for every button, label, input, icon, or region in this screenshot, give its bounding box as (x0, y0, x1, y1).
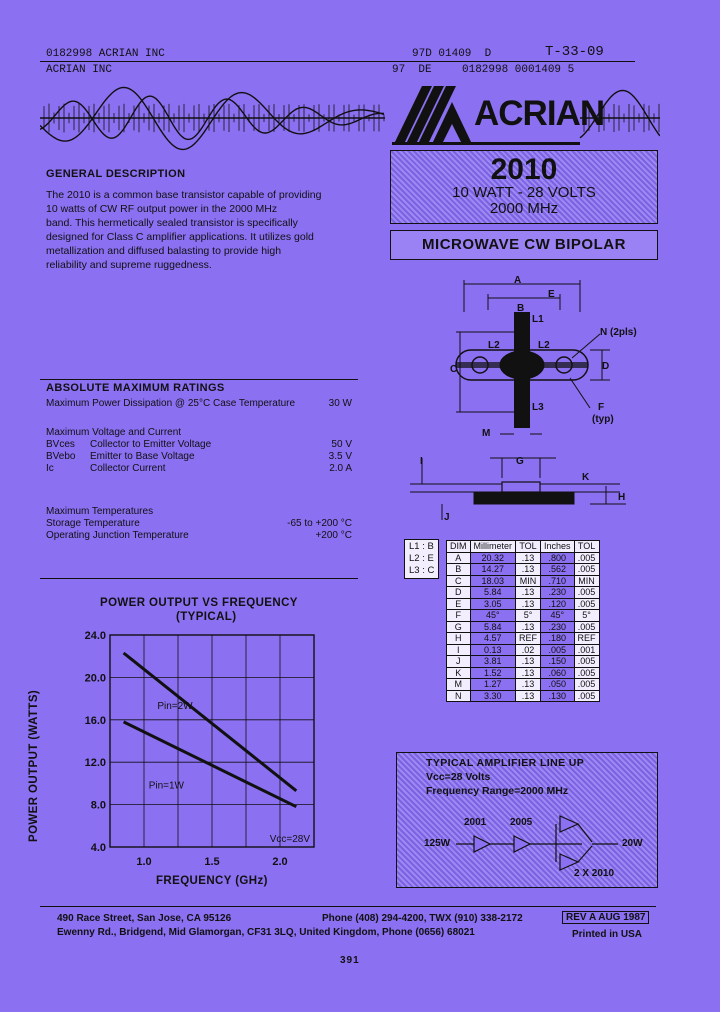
y-tick-label: 20.0 (84, 672, 106, 685)
description-line: band. This hermetically sealed transistor is specifically (46, 217, 298, 229)
series-label: Pin=1W (148, 780, 184, 792)
dimension-table-cell: .005 (574, 621, 599, 633)
dimension-table-cell: K (447, 667, 471, 679)
dim-label-f: F (598, 402, 605, 413)
dim-col-header: TOL (574, 541, 599, 553)
dimension-table-cell: .060 (541, 667, 575, 679)
footer-phone-us: Phone (408) 294-4200, TWX (910) 338-2172 (322, 913, 523, 924)
voltage-value: 50 V (331, 439, 352, 450)
dimension-table-cell: B (447, 564, 471, 576)
dimension-table-cell: .120 (541, 598, 575, 610)
dimension-table-cell: .710 (541, 575, 575, 587)
dim-label-i: I (420, 456, 423, 467)
dimension-table-cell: 1.52 (470, 667, 516, 679)
series-line-pin-2w (124, 653, 297, 791)
footer-printed: Printed in USA (572, 929, 643, 940)
dimension-table-cell: .230 (541, 621, 575, 633)
product-line2: 2000 MHz (489, 200, 559, 217)
dimension-table-cell: 0.13 (470, 644, 516, 656)
y-tick-label: 12.0 (84, 757, 106, 770)
lead-label-l3: L3 (532, 402, 544, 413)
dimension-table-cell: H (447, 633, 471, 645)
voltage-value: 3.5 V (328, 451, 352, 462)
dim-label-c: C (450, 364, 458, 375)
description-line: 10 watts of CW RF output power in the 2000 MHz (46, 203, 278, 215)
dimension-table-cell: .005 (574, 552, 599, 564)
dimension-table-cell: A (447, 552, 471, 564)
dimension-table-cell: .13 (516, 598, 541, 610)
dim-label-j: J (444, 512, 450, 523)
dimension-table-cell: .13 (516, 564, 541, 576)
chart-subtitle: (TYPICAL) (176, 611, 237, 623)
product-number: 2010 (490, 153, 558, 186)
dimension-table-cell: 3.30 (470, 690, 516, 702)
footer-rule (40, 906, 656, 907)
dimension-table-cell: .005 (574, 679, 599, 691)
dimension-table-cell: J (447, 656, 471, 668)
logo-text: ACRIAN (474, 94, 605, 133)
amplifier-title: TYPICAL AMPLIFIER LINE UP (426, 757, 585, 769)
amp-stage2-label: 2005 (510, 817, 533, 828)
dimension-table-cell: G (447, 621, 471, 633)
amp-output-label: 20W (622, 838, 643, 849)
dimension-table-cell: E (447, 598, 471, 610)
y-tick-label: 24.0 (84, 630, 106, 642)
dimension-table-cell: 5° (516, 610, 541, 622)
series-label: Pin=2W (157, 701, 193, 713)
x-tick-label: 1.5 (204, 856, 220, 868)
footer-address-us: 490 Race Street, San Jose, CA 95126 (57, 913, 232, 924)
header-line1-mid: 97D 01409 D (412, 48, 492, 60)
dimension-table-cell: 45° (470, 610, 516, 622)
description-line: The 2010 is a common base transistor capable of providing (46, 189, 322, 201)
dimension-table-cell: REF (516, 633, 541, 645)
chart-ylabel: POWER OUTPUT (WATTS) (28, 689, 40, 842)
dimension-table-cell: MIN (516, 575, 541, 587)
footer-revision: REV A AUG 1987 (562, 911, 649, 924)
lead-label-l2-left: L2 (488, 340, 500, 351)
voltage-desc: Emitter to Base Voltage (90, 451, 195, 462)
dim-col-header: Inches (541, 541, 575, 553)
dimension-table-cell: 18.03 (470, 575, 516, 587)
dimension-table-cell: 20.32 (470, 552, 516, 564)
header-line1-right: T-33-09 (545, 44, 604, 60)
header-line2-left: ACRIAN INC (46, 64, 113, 76)
dimension-table-cell: .150 (541, 656, 575, 668)
current-value: 2.0 A (329, 463, 352, 474)
dimension-table-cell: 5.84 (470, 621, 516, 633)
dimension-table-cell: 4.57 (470, 633, 516, 645)
description-line: reliability and supreme ruggedness. (46, 259, 212, 271)
dimension-table-cell: .005 (574, 690, 599, 702)
dim-label-d: D (602, 361, 610, 372)
dim-label-g: G (516, 456, 524, 467)
dim-label-a: A (514, 275, 522, 286)
dim-label-m: M (482, 428, 491, 439)
power-dissipation-value: 30 W (328, 398, 352, 409)
power-dissipation-label: Maximum Power Dissipation @ 25°C Case Temperature (46, 398, 296, 409)
dimension-table-cell: REF (574, 633, 599, 645)
lead-legend-item: L2 : E (409, 553, 434, 564)
current-desc: Collector Current (90, 463, 166, 474)
amplifier-frequency: Frequency Range=2000 MHz (426, 785, 569, 797)
dim-label-b: B (517, 303, 525, 314)
current-symbol: Ic (46, 463, 54, 474)
dimension-table-cell: .02 (516, 644, 541, 656)
storage-temp-value: -65 to +200 °C (287, 518, 352, 529)
dimension-table-cell: .800 (541, 552, 575, 564)
dimension-table-cell: C (447, 575, 471, 587)
lead-legend-item: L3 : C (409, 565, 435, 576)
junction-temp-value: +200 °C (315, 530, 352, 541)
dimension-table-cell: .005 (574, 667, 599, 679)
dimension-table-cell: I (447, 644, 471, 656)
dimension-table-cell: 5.84 (470, 587, 516, 599)
dimension-table-cell: 45° (541, 610, 575, 622)
chart-title: POWER OUTPUT VS FREQUENCY (100, 597, 298, 609)
dim-label-h: H (618, 492, 626, 503)
chart-annotation: Vcc=28V (269, 834, 310, 845)
dimension-table-cell: .005 (574, 598, 599, 610)
dimension-table-cell: .050 (541, 679, 575, 691)
chart-xlabel: FREQUENCY (GHz) (156, 875, 268, 887)
temperature-heading: Maximum Temperatures (46, 506, 154, 517)
dimension-table-cell: .13 (516, 667, 541, 679)
dimension-table-cell: .562 (541, 564, 575, 576)
dimension-table-cell: .001 (574, 644, 599, 656)
dim-col-header: DIM (447, 541, 471, 553)
storage-temp-label: Storage Temperature (46, 518, 140, 529)
dimension-table-cell: .005 (574, 564, 599, 576)
dimension-table-cell: MIN (574, 575, 599, 587)
dim-col-header: Millimeter (470, 541, 516, 553)
dimension-table-cell: .13 (516, 690, 541, 702)
voltage-symbol: BVebo (46, 451, 76, 462)
dimension-table-cell: 14.27 (470, 564, 516, 576)
dim-col-header: TOL (516, 541, 541, 553)
header-line2-mid: 97 DE (392, 64, 432, 76)
dimension-table-cell: .130 (541, 690, 575, 702)
y-tick-label: 16.0 (84, 714, 106, 727)
dimension-table-cell: .13 (516, 552, 541, 564)
dimension-table-cell: 3.81 (470, 656, 516, 668)
description-line: metallization and diffused balasting to provide high (46, 245, 282, 257)
amplifier-vcc: Vcc=28 Volts (426, 771, 491, 783)
dimension-table-cell: D (447, 587, 471, 599)
voltage-desc: Collector to Emitter Voltage (90, 439, 212, 450)
junction-temp-label: Operating Junction Temperature (46, 530, 189, 541)
dimension-table-cell: .13 (516, 656, 541, 668)
description-line: designed for Class C amplifier applications. It utilizes gold (46, 231, 314, 243)
dimension-table-cell: .13 (516, 587, 541, 599)
lead-label-l1: L1 (532, 314, 544, 325)
general-description-heading: GENERAL DESCRIPTION (46, 168, 186, 180)
dimension-table-cell: .005 (574, 587, 599, 599)
header-line2-right: 0182998 0001409 5 (462, 64, 575, 76)
y-tick-label: 8.0 (90, 799, 106, 812)
dim-label-n: N (2pls) (600, 327, 637, 338)
x-tick-label: 1.0 (136, 856, 152, 868)
dimension-table-cell: M (447, 679, 471, 691)
dim-label-typ: (typ) (592, 414, 614, 425)
dimension-table-cell: .005 (541, 644, 575, 656)
dimension-table-cell: .13 (516, 679, 541, 691)
dimension-table-cell: .005 (574, 656, 599, 668)
footer-address-uk: Ewenny Rd., Bridgend, Mid Glamorgan, CF31 3LQ, United Kingdom, Phone (0656) 68021 (57, 927, 475, 938)
ratings-heading: ABSOLUTE MAXIMUM RATINGS (46, 382, 225, 394)
dimension-table-cell: 3.05 (470, 598, 516, 610)
product-type: MICROWAVE CW BIPOLAR (422, 236, 626, 253)
header-line1-left: 0182998 ACRIAN INC (46, 48, 165, 60)
y-tick-label: 4.0 (90, 842, 106, 854)
dimension-table-cell: F (447, 610, 471, 622)
dimension-table-cell: .13 (516, 621, 541, 633)
amp-stage1-label: 2001 (464, 817, 487, 828)
dimension-table-cell: .180 (541, 633, 575, 645)
page-number: 391 (340, 955, 360, 966)
amp-input-label: 125W (424, 838, 451, 849)
dim-label-e: E (548, 289, 555, 300)
dim-label-k: K (582, 472, 590, 483)
lead-legend-item: L1 : B (409, 541, 434, 552)
dimension-table-cell: 5° (574, 610, 599, 622)
dimension-table-cell: N (447, 690, 471, 702)
lead-label-l2-right: L2 (538, 340, 550, 351)
dimension-table-cell: .230 (541, 587, 575, 599)
dimension-table-cell: 1.27 (470, 679, 516, 691)
voltage-heading: Maximum Voltage and Current (46, 427, 182, 438)
amp-final-label: 2 X 2010 (574, 868, 615, 879)
product-line1: 10 WATT - 28 VOLTS (452, 184, 596, 201)
x-tick-label: 2.0 (272, 856, 288, 868)
series-line-pin-1w (124, 722, 297, 807)
voltage-symbol: BVces (46, 439, 75, 450)
